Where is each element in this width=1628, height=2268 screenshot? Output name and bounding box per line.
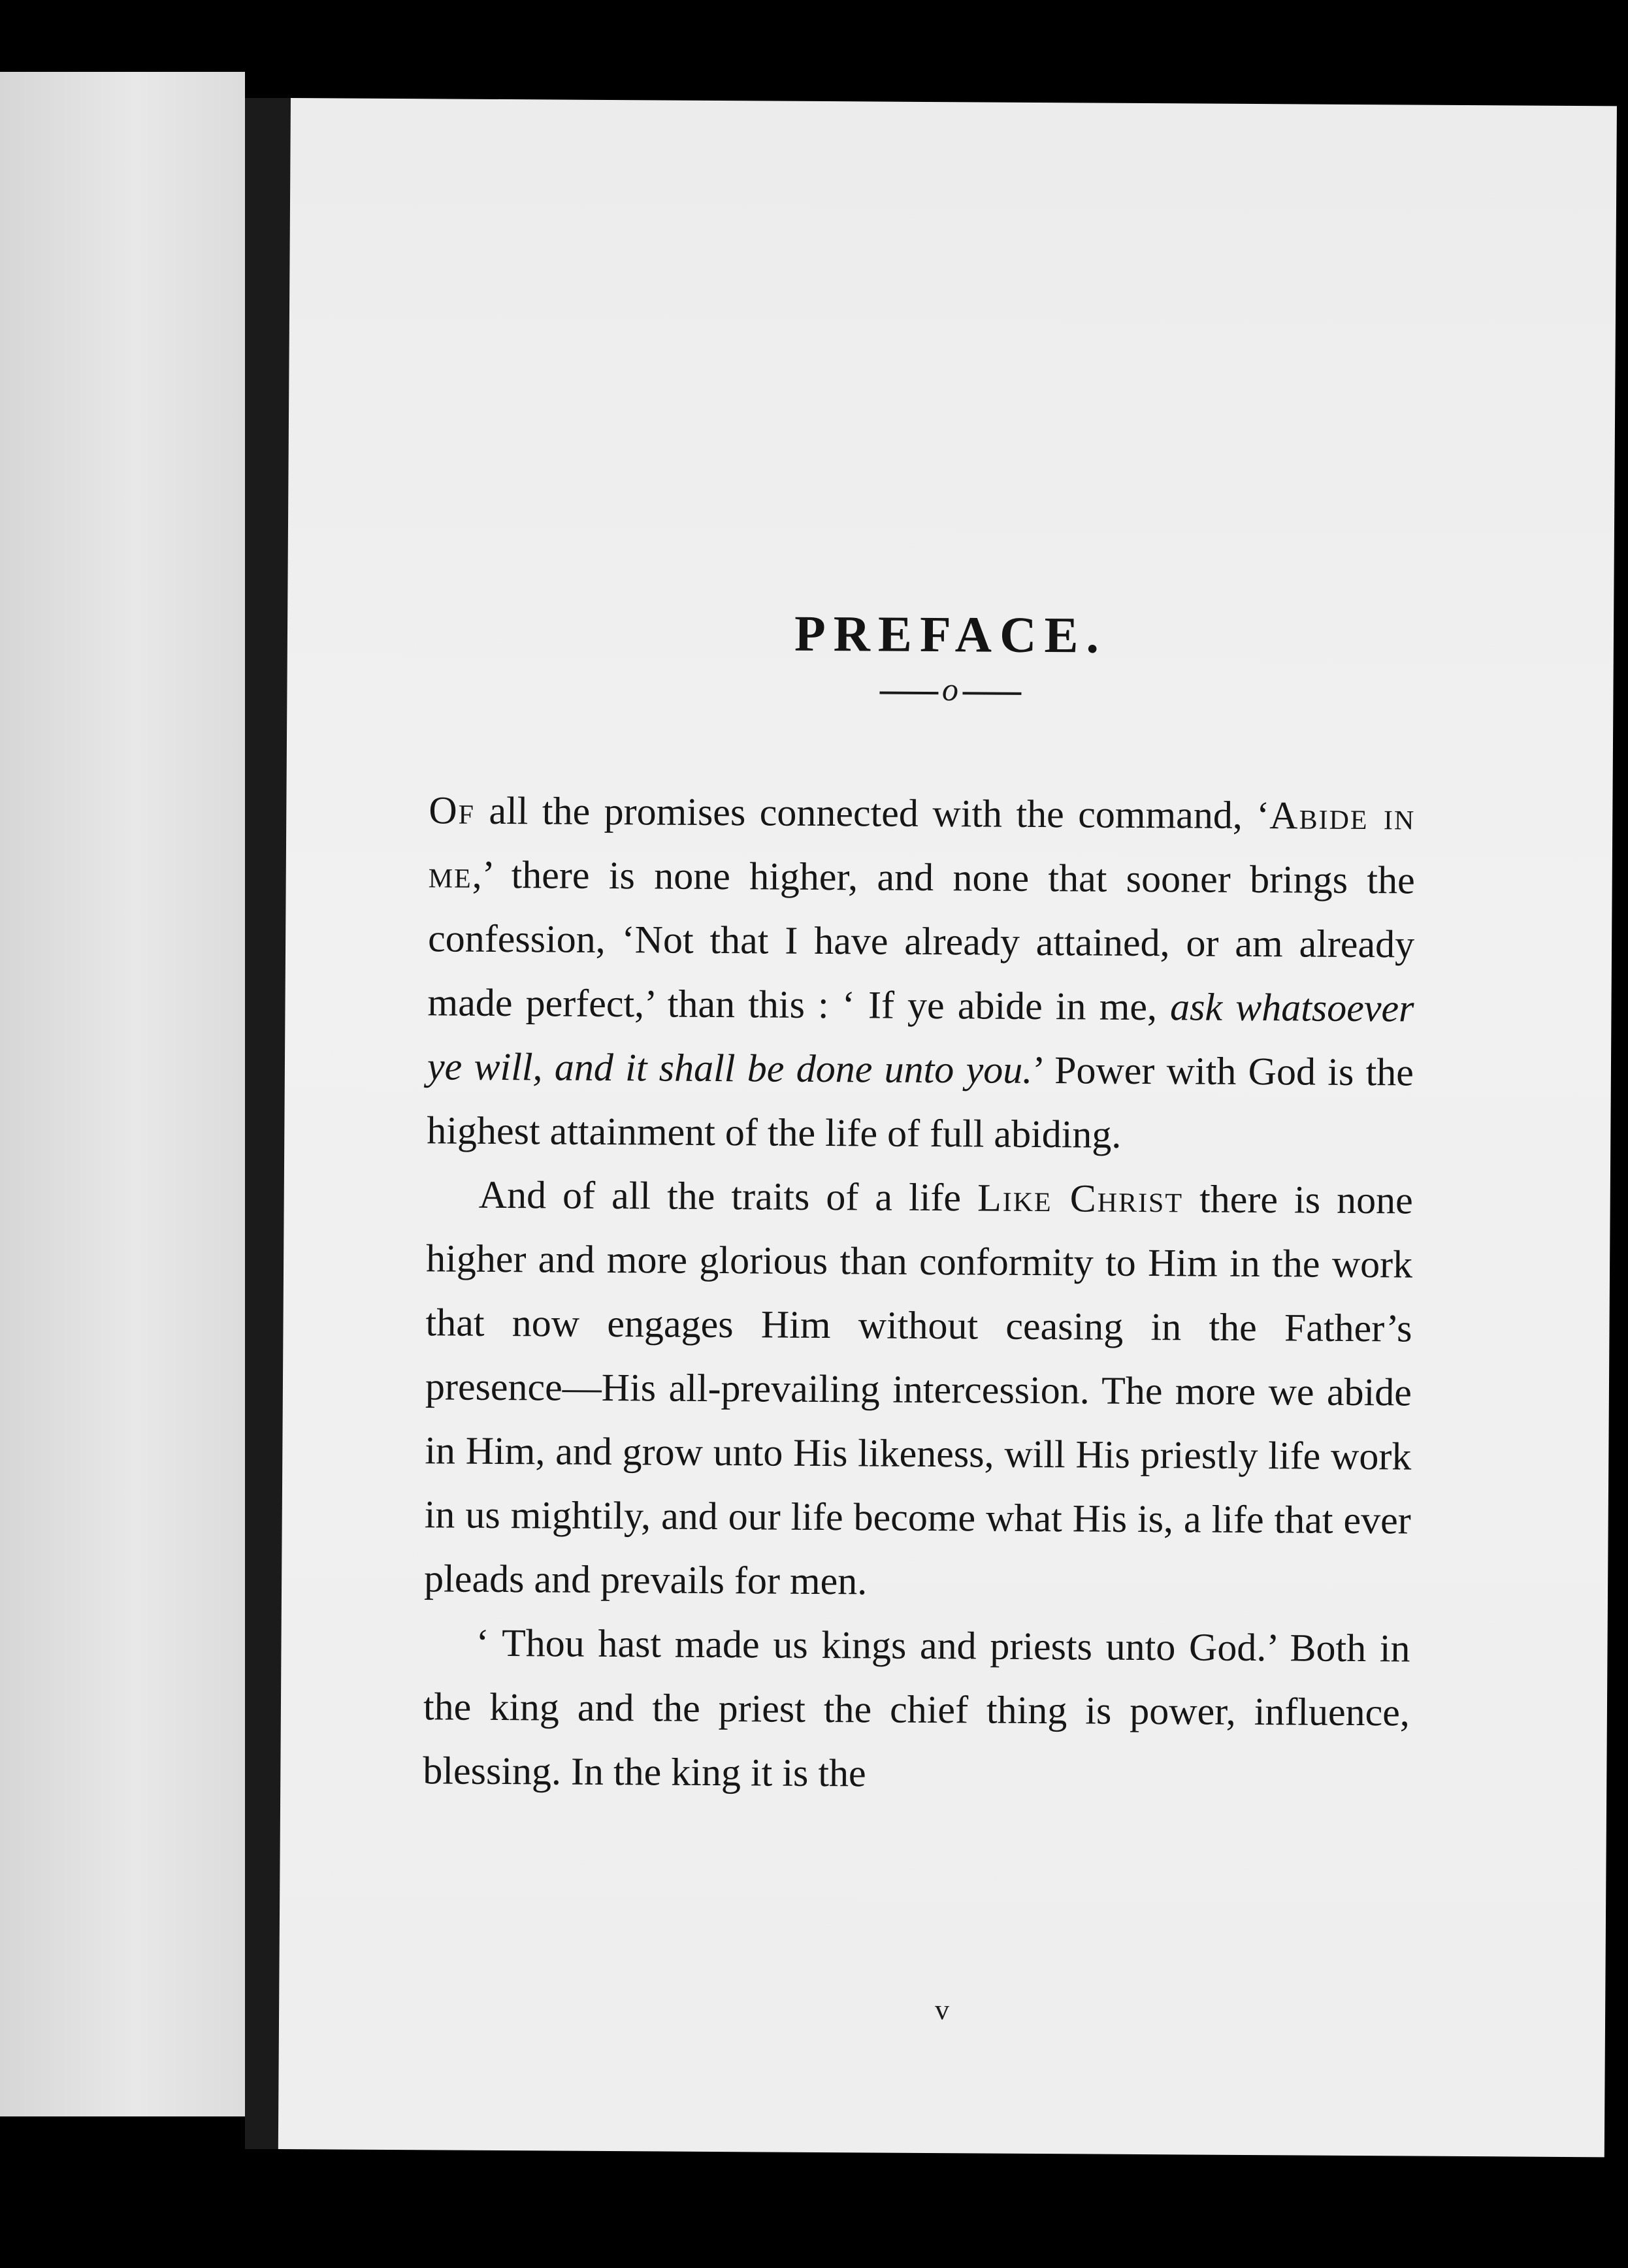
facing-page-edge — [0, 72, 245, 2116]
paragraph-2-text-b: there is none higher and more glorious than conformity to Him in the work that now engages Him without ceasing in the Father’s presence—His all-prevailing intercession. The more we abide in Him, and grow unto His likeness, will His priestly life work in us mightily, and our life become what His is, a life that ever pleads and prevails for men. — [423, 1177, 1413, 1603]
paragraph-2-text-a: And of all the traits of a life — [478, 1173, 978, 1220]
paragraph-1-text-c: ’ Power with God is the highest attainment of the life of full abiding. — [427, 1048, 1414, 1156]
paragraph-3-text: ‘ Thou hast made us kings and priests unto God.’ Both in the king and the priest the chief thing is power, influence, blessing. In the king it is the — [423, 1621, 1410, 1795]
paragraph-1-text-a: all the promises connected with the command, ‘ — [474, 788, 1270, 837]
page-number: v — [934, 1994, 950, 2026]
rule-ornament: o — [941, 671, 959, 708]
paragraph-1-drop-word: Of — [429, 788, 476, 832]
paragraph-1-abide-in-me: Abide in me — [428, 794, 1416, 896]
book-page — [278, 98, 1617, 2157]
rule-dash-right — [962, 692, 1021, 695]
paragraph-2-like-christ: Like Christ — [977, 1176, 1184, 1221]
rule-dash-left — [879, 691, 938, 694]
body-text — [423, 778, 1416, 1808]
paragraph-2 — [424, 1162, 1413, 1616]
paragraph-1 — [427, 778, 1416, 1168]
title-ornament-rule — [287, 666, 1613, 712]
page-title: PREFACE. — [794, 604, 1107, 664]
paragraph-1-italic-quote: ask whatsoever ye will, and it shall be done unto you. — [427, 985, 1414, 1092]
paragraph-1-text-b: ,’ there is none higher, and none that sooner brings the confession, ‘Not that I have already attained, or am already made perfect,’ than this : ‘ If ye abide in me, — [427, 852, 1415, 1029]
paragraph-3 — [423, 1610, 1410, 1808]
